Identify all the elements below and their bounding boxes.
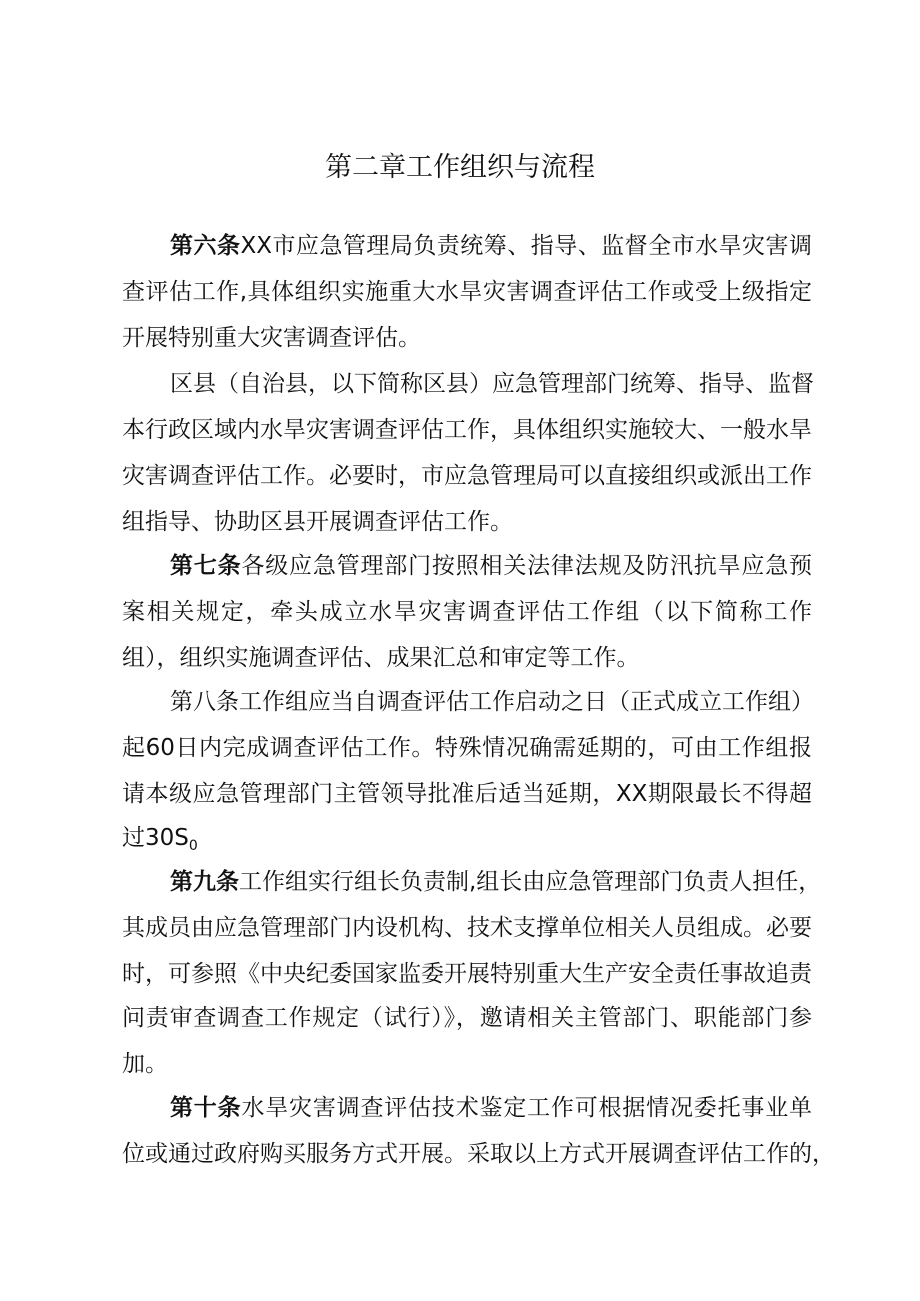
para-county-line-2: 本行政区域内水旱灾害调查评估工作，具体组织实施较大、一般水旱 [122, 417, 812, 443]
article-9-line-4: 问责审查调查工作规定（试行）》，邀请相关主管部门、职能部门参 [122, 1005, 812, 1031]
article-7-line-3: 组），组织实施调查评估、成果汇总和审定等工作。 [122, 645, 640, 671]
article-7-line-2: 案相关规定，牵头成立水旱灾害调查评估工作组（以下简称工作 [122, 599, 812, 625]
article-6-line-3: 开展特别重大灾害调查评估。 [122, 325, 421, 351]
article-8-line-4 [122, 820, 812, 856]
article-6-heading: 第六条 [170, 233, 241, 259]
article-6-line-2: 查评估工作,具体组织实施重大水旱灾害调查评估工作或受上级指定 [122, 279, 812, 305]
article-9-line-3: 时，可参照《中央纪委国家监委开展特别重大生产安全责任事故追责 [122, 961, 812, 987]
article-10-line-1 [170, 1090, 812, 1126]
article-8-line-2: 起60日内完成调查评估工作。特殊情况确需延期的，可由工作组报 [122, 735, 812, 761]
article-8-subscript: 0 [188, 838, 198, 854]
article-8-text-4: 过30S [122, 825, 189, 851]
article-9-heading: 第九条 [170, 869, 239, 895]
article-6-text-1: XX市应急管理局负责统筹、指导、监督全市水旱灾害调 [240, 233, 813, 259]
article-7-text-1: 各级应急管理部门按照相关法律法规及防汛抗旱应急预 [241, 553, 813, 579]
para-county-line-1: 区县（自治县，以下简称区县）应急管理部门统筹、指导、监督 [170, 371, 814, 397]
article-9-line-1 [170, 864, 822, 900]
article-6-line-1 [170, 228, 812, 264]
article-9-text-1: 工作组实行组长负责制,组长由应急管理部门负责人担任， [239, 869, 822, 895]
article-7-line-1 [170, 548, 812, 584]
article-10-line-2: 位或通过政府购买服务方式开展。采取以上方式开展调查评估工作的， [122, 1141, 835, 1167]
article-8-line-3: 请本级应急管理部门主管领导批准后适当延期，XX期限最长不得超 [122, 781, 812, 807]
article-8-line-1: 第八条工作组应当自调查评估工作启动之日（正式成立工作组） [170, 689, 814, 715]
article-9-line-2: 其成员由应急管理部门内设机构、技术支撑单位相关人员组成。必要 [122, 915, 812, 941]
chapter-title: 第二章工作组织与流程 [325, 152, 595, 183]
article-7-heading: 第七条 [170, 553, 242, 579]
article-10-text-1: 水旱灾害调查评估技术鉴定工作可根据情况委托事业单 [241, 1095, 813, 1121]
article-9-line-5: 加。 [122, 1051, 168, 1077]
para-county-line-4: 组指导、协助区县开展调查评估工作。 [122, 509, 513, 535]
article-10-heading: 第十条 [170, 1095, 242, 1121]
para-county-line-3: 灾害调查评估工作。必要时，市应急管理局可以直接组织或派出工作 [122, 463, 812, 489]
